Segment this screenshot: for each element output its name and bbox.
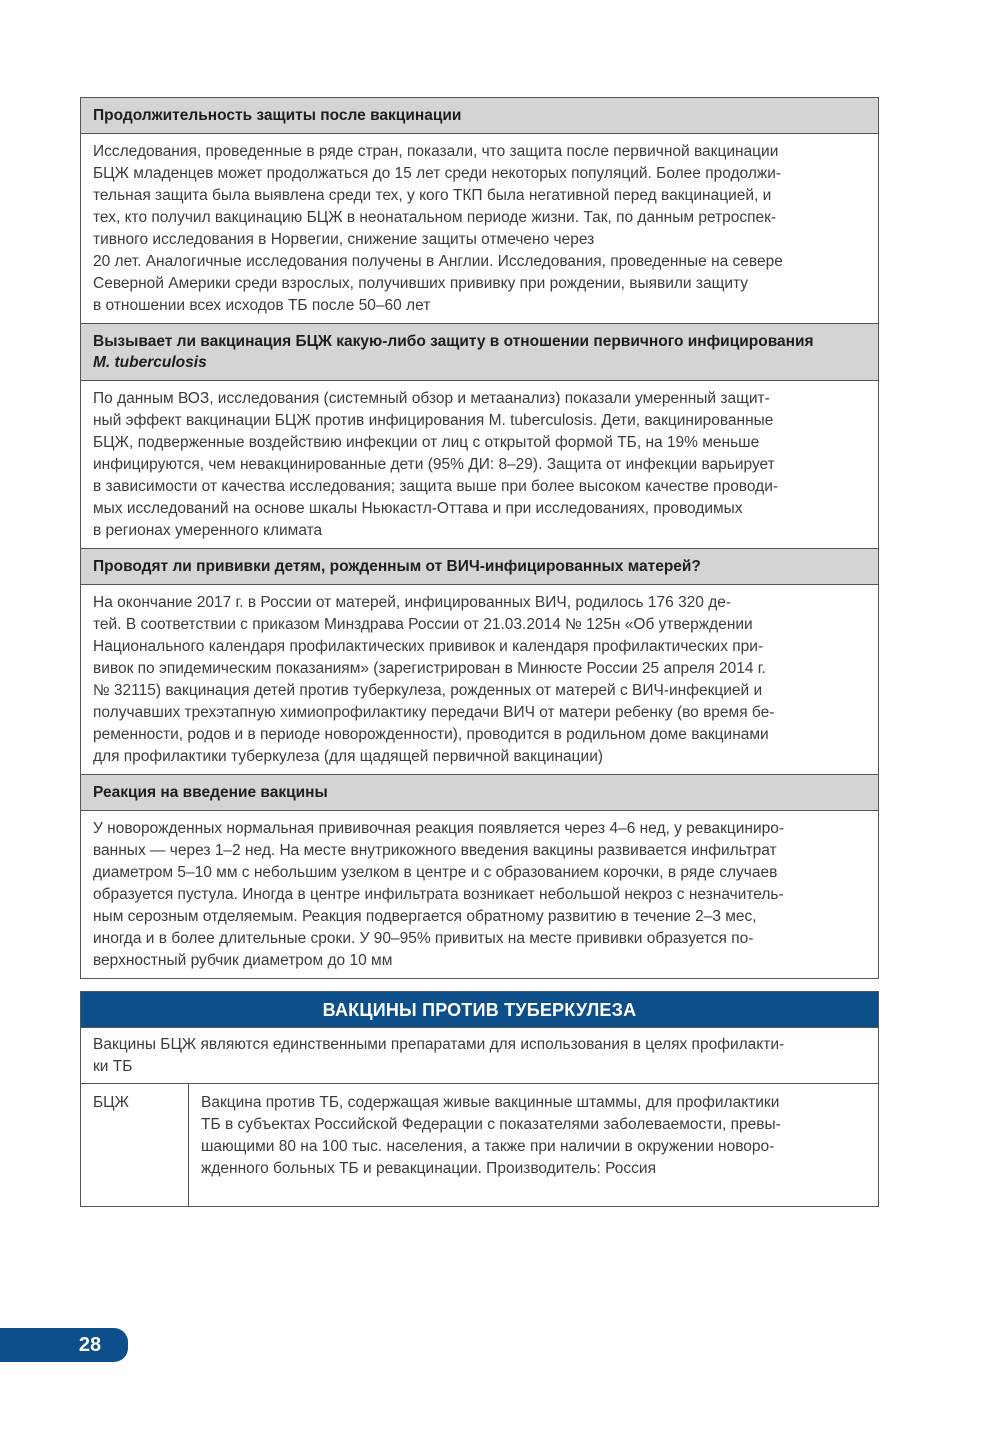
vaccines-table [80,991,879,1207]
vaccines-intro [81,1028,878,1084]
faq-answer-line: диаметром 5–10 мм с небольшим узелком в центре и с образованием корочки, в ряде случаев [93,864,778,881]
faq-answer-line: Национального календаря профилактических прививок и календаря профилактических при- [93,638,764,655]
faq-answer-line: для профилактики туберкулеза (для щадящей первичной вакцинации) [93,748,604,765]
faq-answer-line: вивок по эпидемическим показаниям» (зарегистрирован в Минюсте России 25 апреля 2014 г. [93,660,766,677]
faq-answer-line: БЦЖ, подверженные воздействию инфекции от лиц с открытой формой ТБ, на 19% меньше [93,434,760,451]
vaccine-description-line: шающими 80 на 100 тыс. населения, а также при наличии в окружении новоро- [201,1138,775,1155]
faq-answer-line: ванных — через 1–2 нед. На месте внутрикожного введения вакцины развивается инфильтрат [93,842,777,859]
vaccines-intro-line: ки ТБ [93,1058,133,1075]
faq-answer-line: ный эффект вакцинации БЦЖ против инфицирования M. tuberculosis. Дети, вакцинированные [93,412,774,429]
faq-question [81,775,878,811]
faq-answer [81,134,878,324]
faq-answer [81,811,878,978]
vaccine-description-line: Вакцина против ТБ, содержащая живые вакцинные штаммы, для профилактики [201,1094,780,1111]
faq-answer-line: Северной Америки среди взрослых, получивших прививку при рождении, выявили защиту [93,275,749,292]
faq-answer-line: в отношении всех исходов ТБ после 50–60 лет [93,297,431,314]
faq-question-line: Вызывает ли вакцинация БЦЖ какую-либо защиту в отношении первичного инфицирования [93,333,814,350]
vaccine-description-line: ТБ в субъектах Российской Федерации с показателями заболеваемости, превы- [201,1116,781,1133]
faq-answer-line: ным серозным отделяемым. Реакция подвергается обратному развитию в течение 2–3 мес, [93,908,757,925]
faq-question [81,549,878,585]
vaccine-description [189,1084,878,1206]
vaccines-title: ВАКЦИНЫ ПРОТИВ ТУБЕРКУЛЕЗА [81,992,878,1028]
faq-answer-line: На окончание 2017 г. в России от матерей, инфицированных ВИЧ, родилось 176 320 де- [93,594,732,611]
faq-answer-line: По данным ВОЗ, исследования (системный обзор и метаанализ) показали умеренный защит- [93,390,770,407]
faq-answer-line: тей. В соответствии с приказом Минздрава России от 21.03.2014 № 125н «Об утверждении [93,616,753,633]
faq-answer-line: ременности, родов и в периоде новорожденности), проводится в родильном доме вакцинами [93,726,769,743]
faq-answer-line: мых исследований на основе шкалы Ньюкастл-Оттава и при исследованиях, проводимых [93,500,743,517]
vaccine-row [81,1084,878,1206]
faq-answer-line: верхностный рубчик диаметром до 10 мм [93,952,393,969]
faq-question-line: Продолжительность защиты после вакцинации [93,107,462,124]
faq-table [80,97,879,979]
faq-answer-line: тивного исследования в Норвегии, снижение защиты отмечено через [93,231,595,248]
faq-answer-line: инфицируются, чем невакцинированные дети (95% ДИ: 8–29). Защита от инфекции варьирует [93,456,775,473]
faq-answer-line: 20 лет. Аналогичные исследования получены в Англии. Исследования, проведенные на севере [93,253,783,270]
vaccines-intro-line: Вакцины БЦЖ являются единственными препаратами для использования в целях профилакти- [93,1036,785,1053]
faq-question [81,98,878,134]
vaccine-description-line: жденного больных ТБ и ревакцинации. Производитель: Россия [201,1160,656,1177]
faq-answer-line: тельная защита была выявлена среди тех, у кого ТКП была негативной перед вакцинацией, и [93,187,772,204]
faq-question-line: Проводят ли прививки детям, рожденным от ВИЧ-инфицированных матерей? [93,558,701,575]
faq-answer-line: получавших трехэтапную химиопрофилактику передачи ВИЧ от матери ребенку (во время бе- [93,704,775,721]
faq-answer-line: БЦЖ младенцев может продолжаться до 15 лет среди некоторых популяций. Более продолжи- [93,165,782,182]
vaccine-name: БЦЖ [81,1084,189,1206]
faq-answer-line: в регионах умеренного климата [93,522,323,539]
faq-answer [81,585,878,775]
faq-answer-line: иногда и в более длительные сроки. У 90–95% привитых на месте прививки образуется по- [93,930,754,947]
faq-question-line: Реакция на введение вакцины [93,784,328,801]
page-number: 28 [0,1328,128,1362]
faq-answer-line: Исследования, проведенные в ряде стран, показали, что защита после первичной вакцинации [93,143,779,160]
faq-answer-line: тех, кто получил вакцинацию БЦЖ в неонатальном периоде жизни. Так, по данным ретроспек- [93,209,777,226]
faq-answer-line: в зависимости от качества исследования; защита выше при более высоком качестве проводи- [93,478,779,495]
faq-answer-line: У новорожденных нормальная прививочная реакция появляется через 4–6 нед, у ревакциниро- [93,820,785,837]
faq-answer [81,381,878,549]
faq-answer-line: образуется пустула. Иногда в центре инфильтрата возникает небольшой некроз с незначитель- [93,886,784,903]
faq-question [81,324,878,381]
faq-answer-line: № 32115) вакцинация детей против туберкулеза, рожденных от матерей с ВИЧ-инфекцией и [93,682,763,699]
faq-question-italic: M. tuberculosis [93,354,207,371]
